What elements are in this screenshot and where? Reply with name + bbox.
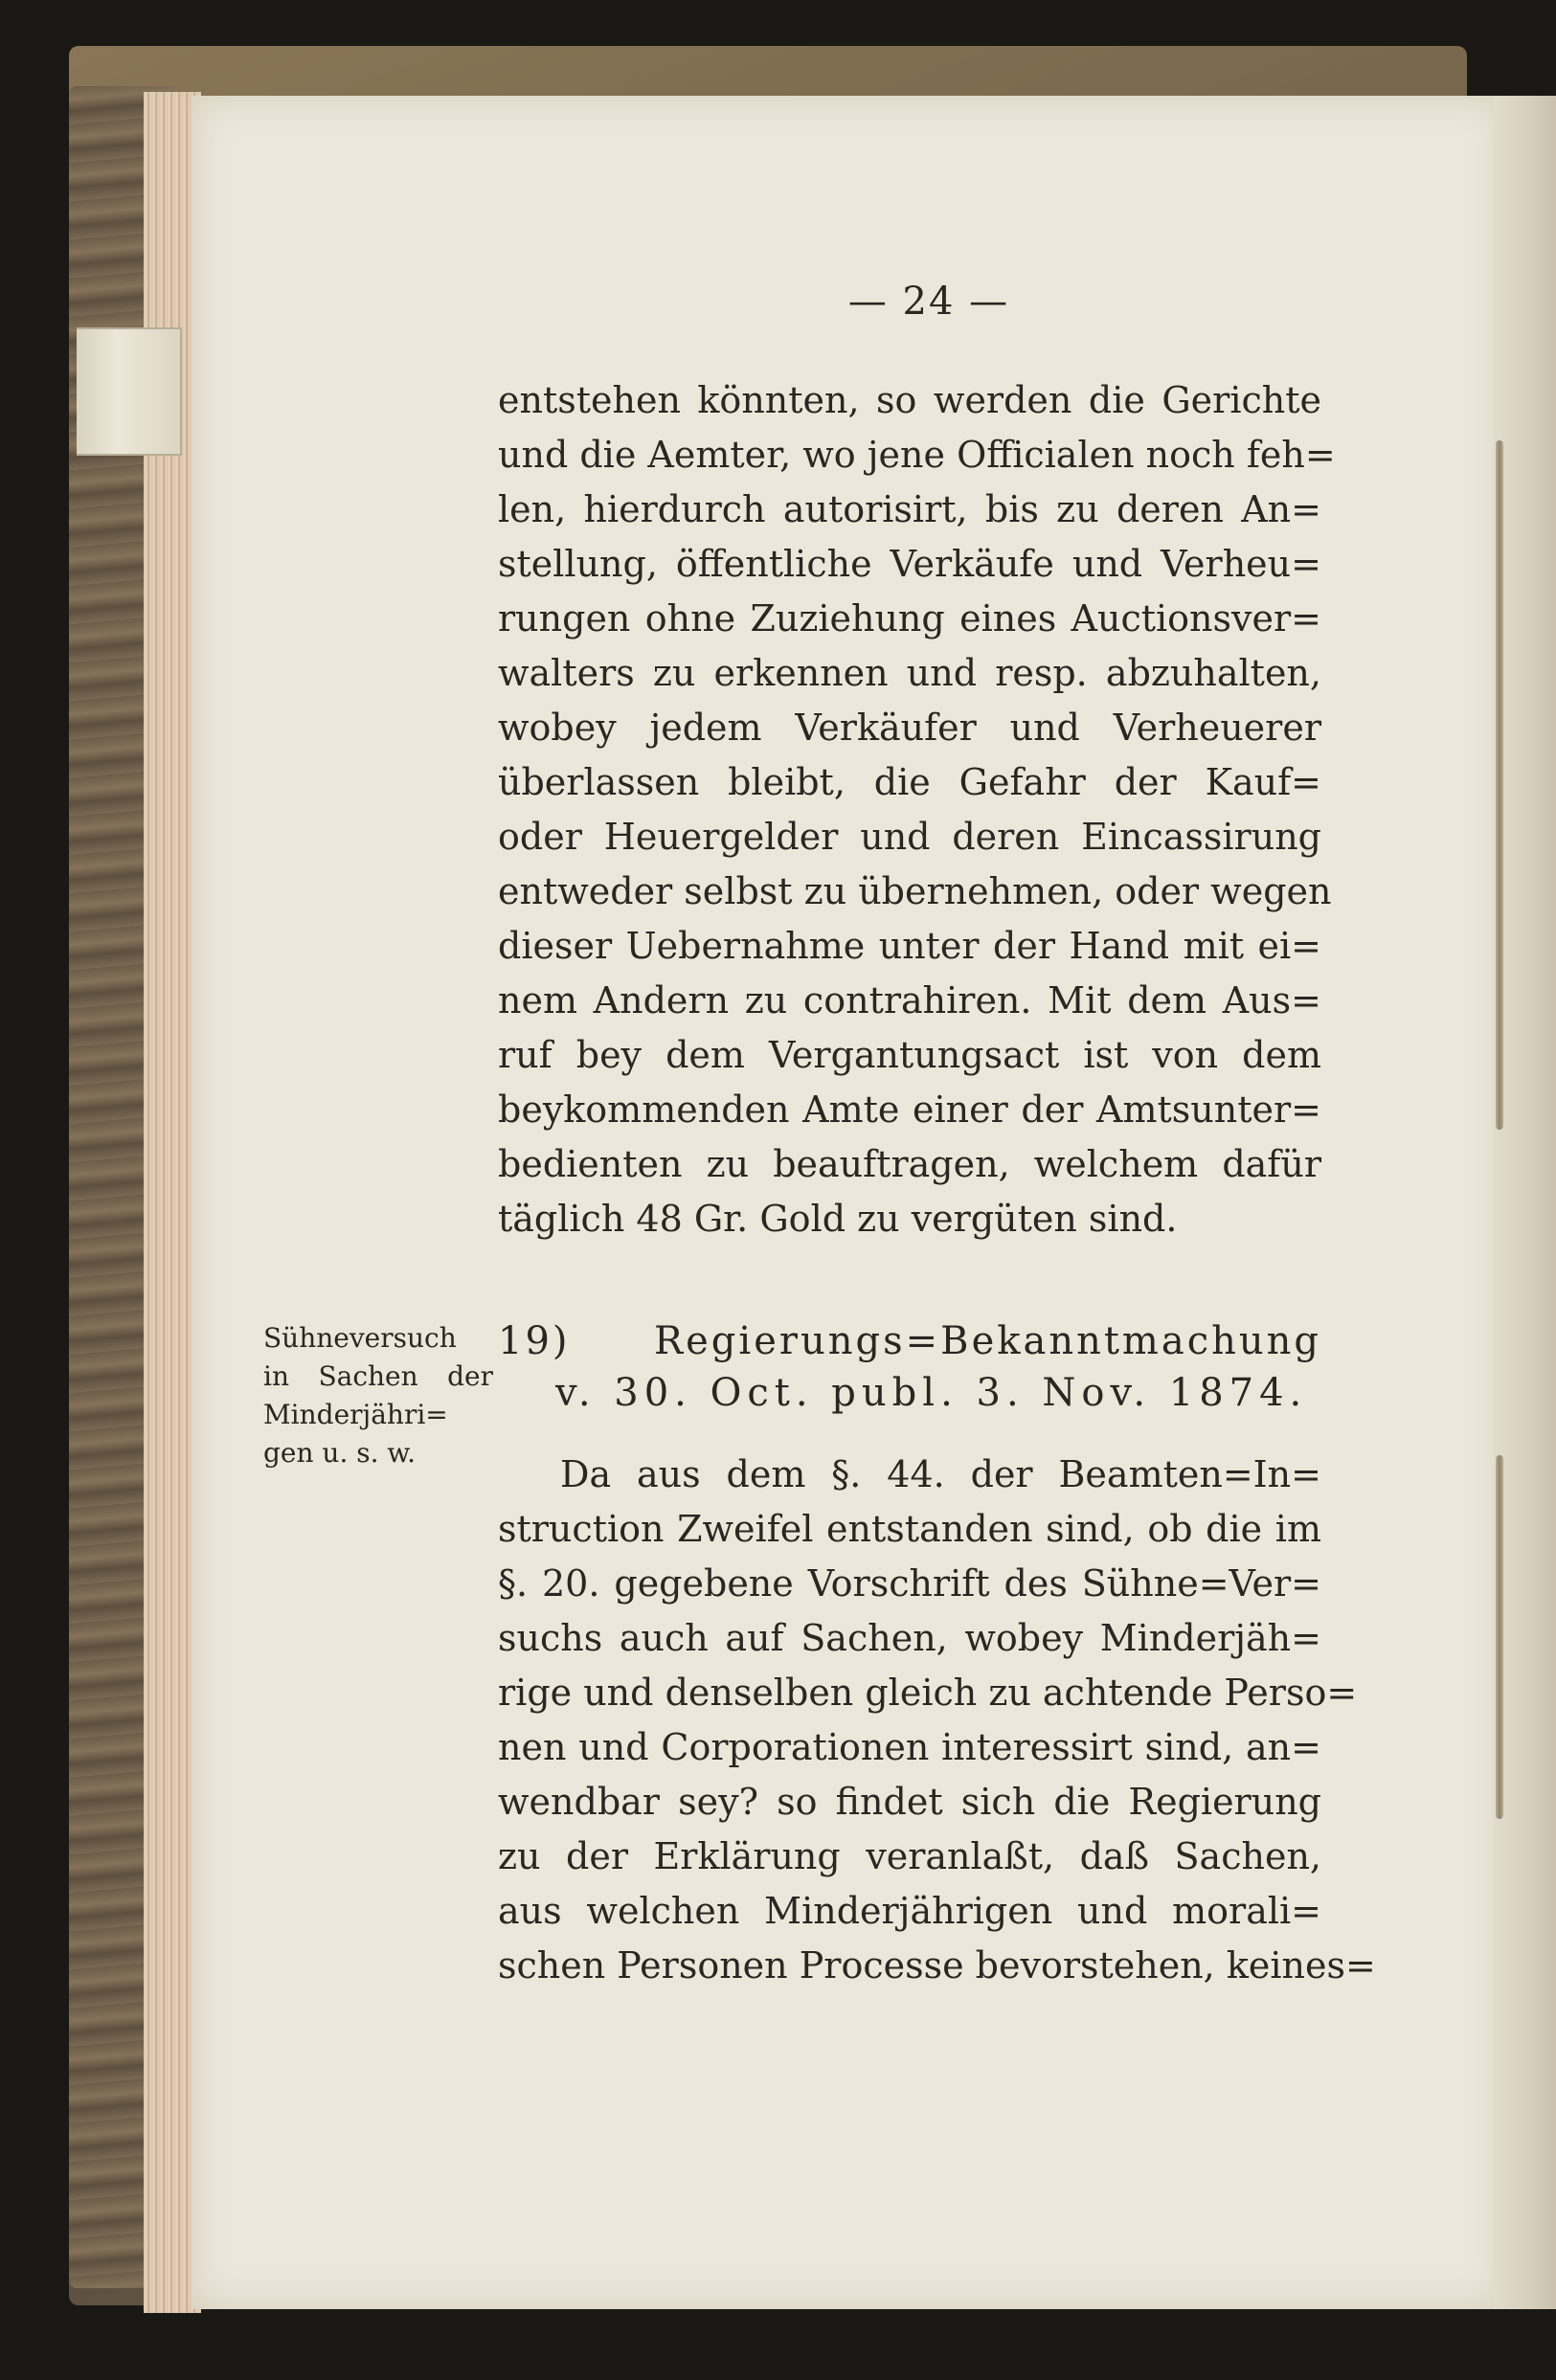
margin-note-line: in Sachen der bbox=[263, 1360, 493, 1392]
text-line: täglich 48 Gr. Gold zu vergüten sind. bbox=[498, 1198, 1178, 1240]
gutter-shadow-top bbox=[1496, 440, 1503, 1130]
text-line: §. 20. gegebene Vorschrift des Sühne=Ver= bbox=[498, 1562, 1321, 1605]
text-line: und die Aemter, wo jene Officialen noch feh= bbox=[498, 434, 1336, 476]
facing-page-edge bbox=[1494, 96, 1556, 2309]
text-line: struction Zweifel entstanden sind, ob die im bbox=[498, 1508, 1321, 1550]
text-line: zu der Erklärung veranlaßt, daß Sachen, bbox=[498, 1835, 1321, 1877]
text-line: nem Andern zu contrahiren. Mit dem Aus= bbox=[498, 979, 1321, 1022]
text-line: entstehen könnten, so werden die Gerichte bbox=[498, 379, 1321, 421]
text-line: ruf bey dem Vergantungsact ist von dem bbox=[498, 1034, 1321, 1076]
margin-note-line: Sühneversuch bbox=[263, 1322, 457, 1354]
text-line: suchs auch auf Sachen, wobey Minderjäh= bbox=[498, 1617, 1321, 1659]
gutter-shadow-bottom bbox=[1496, 1455, 1503, 1819]
text-line: schen Personen Processe bevorstehen, keines= bbox=[498, 1944, 1376, 1987]
text-line: stellung, öffentliche Verkäufe und Verheu= bbox=[498, 543, 1321, 585]
text-line: wendbar sey? so findet sich die Regierung bbox=[498, 1781, 1321, 1823]
text-line: aus welchen Minderjährigen und morali= bbox=[498, 1890, 1321, 1932]
text-line: oder Heuergelder und deren Eincassirung bbox=[498, 816, 1321, 858]
text-line: überlassen bleibt, die Gefahr der Kauf= bbox=[498, 761, 1321, 803]
margin-note-line: Minderjähri= bbox=[263, 1399, 448, 1430]
section-heading-date: v. 30. Oct. publ. 3. Nov. 1874. bbox=[555, 1371, 1308, 1415]
text-line: beykommenden Amte einer der Amtsunter= bbox=[498, 1089, 1321, 1131]
section-heading: 19) Regierungs=Bekanntmachung bbox=[498, 1319, 1321, 1363]
page-tab-marker bbox=[77, 327, 182, 456]
text-line: nen und Corporationen interessirt sind, an= bbox=[498, 1726, 1321, 1768]
text-line: len, hierdurch autorisirt, bis zu deren An= bbox=[498, 488, 1321, 530]
text-line: wobey jedem Verkäufer und Verheuerer bbox=[498, 707, 1321, 749]
text-line: Da aus dem §. 44. der Beamten=In= bbox=[560, 1453, 1321, 1495]
text-line: bedienten zu beauftragen, welchem dafür bbox=[498, 1143, 1321, 1185]
page-number: — 24 — bbox=[847, 280, 1010, 324]
text-line: rungen ohne Zuziehung eines Auctionsver= bbox=[498, 597, 1321, 640]
text-line: rige und denselben gleich zu achtende Perso= bbox=[498, 1672, 1358, 1714]
text-line: walters zu erkennen und resp. abzuhalten, bbox=[498, 652, 1321, 694]
text-line: entweder selbst zu übernehmen, oder wegen bbox=[498, 870, 1332, 912]
margin-note-line: gen u. s. w. bbox=[263, 1437, 416, 1469]
text-line: dieser Uebernahme unter der Hand mit ei= bbox=[498, 925, 1321, 967]
